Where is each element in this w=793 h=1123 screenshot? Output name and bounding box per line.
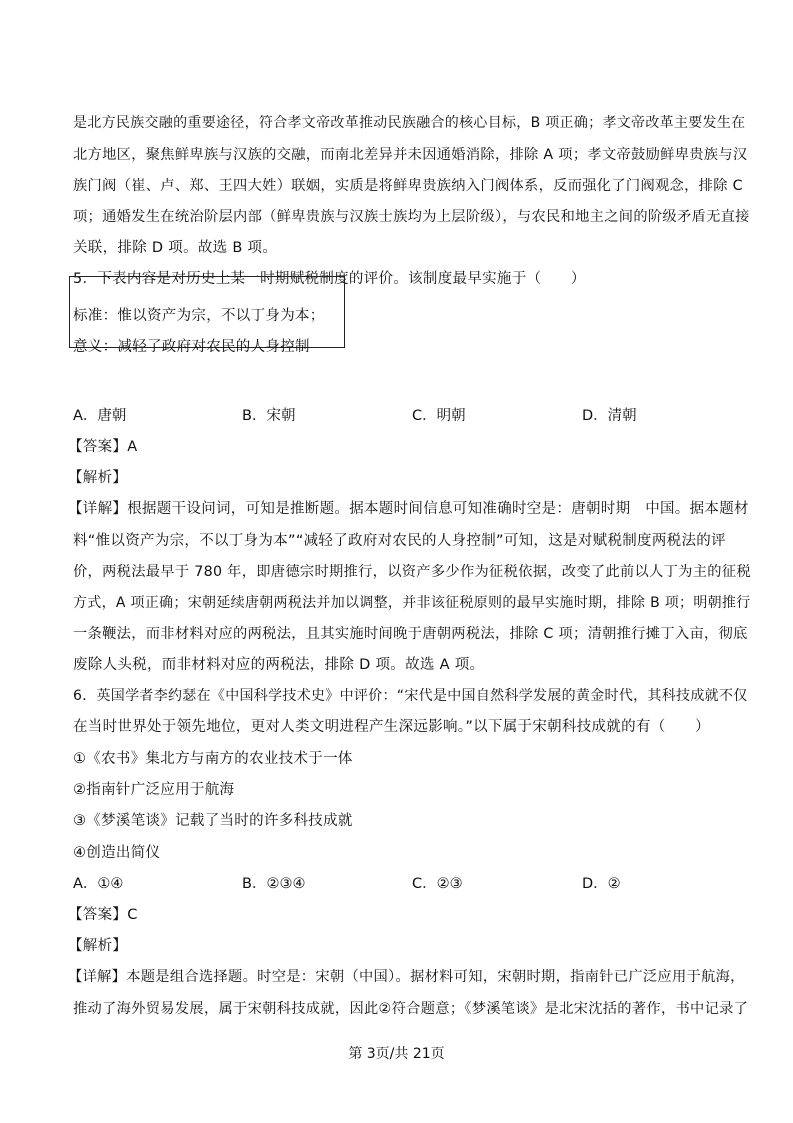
- analysis-label: 【解析】: [68, 938, 128, 954]
- answer-label: 【答案】A: [68, 439, 138, 455]
- detail-line: 【详解】根据题干设问词，可知是推断题。据本题时间信息可知准确时空是：唐朝时期 中国。据本题材: [68, 501, 749, 517]
- question-6-stem: 6．英国学者李约瑟在《中国科学技术史》中评价：“宋代是中国自然科学发展的黄金时代，其科技成就不仅: [73, 688, 748, 704]
- page-number: 第 3页/共 21页: [348, 1046, 445, 1062]
- text-line: 关联，排除 D 项。故选 B 项。: [73, 240, 278, 256]
- text-line: 项；通婚发生在统治阶层内部（鲜卑贵族与汉族士族均为上层阶级），与农民和地主之间的阶级矛盾无直接: [73, 209, 750, 225]
- option-d: D．清朝: [582, 408, 637, 424]
- option-a: A．唐朝: [73, 408, 127, 424]
- statement-2: ②指南针广泛应用于航海: [73, 782, 235, 798]
- option-b: B．宋朝: [242, 408, 296, 424]
- question-6-stem: 在当时世界处于领先地位，更对人类文明进程产生深远影响。”以下属于宋朝科技成就的有（ ）: [73, 719, 710, 735]
- option-c: C．②③: [412, 876, 463, 892]
- option-a: A．①④: [73, 876, 124, 892]
- analysis-label: 【解析】: [68, 470, 128, 486]
- table-row-significance: 意义：减轻了政府对农民的人身控制: [73, 339, 310, 355]
- detail-line: 方式，A 项正确；宋朝延续唐朝两税法并加以调整，并非该征税原则的最早实施时期，排除 B 项；明朝推行: [73, 595, 751, 611]
- detail-line: 【详解】本题是组合选择题。时空是：宋朝（中国）。据材料可知，宋朝时期，指南针已广泛应用于航海，: [68, 969, 745, 985]
- text-line: 北方地区，聚焦鲜卑族与汉族的交融，而南北差异并未因通婚消除，排除 A 项；孝文帝鼓励鲜卑贵族与汉: [73, 147, 748, 163]
- detail-line: 废除人头税，而非材料对应的两税法，排除 D 项。故选 A 项。: [73, 657, 485, 673]
- statement-3: ③《梦溪笔谈》记载了当时的许多科技成就: [73, 813, 353, 829]
- option-c: C．明朝: [412, 408, 466, 424]
- text-line: 族门阀（崔、卢、郑、王四大姓）联姻，实质是将鲜卑贵族纳入门阀体系，反而强化了门阀观念，排除 C: [73, 178, 743, 194]
- question-5-stem: 5．下表内容是对历史上某一时期赋税制度的评价。该制度最早实施于（ ）: [73, 271, 586, 287]
- option-d: D．②: [582, 876, 621, 892]
- text-line: 是北方民族交融的重要途径，符合孝文帝改革推动民族融合的核心目标，B 项正确；孝文帝改革主要发生在: [73, 115, 746, 131]
- statement-1: ①《农书》集北方与南方的农业技术于一体: [73, 751, 353, 767]
- statement-4: ④创造出简仪: [73, 845, 161, 861]
- detail-line: 价，两税法最早于 780 年，即唐德宗时期推行，以资产多少作为征税依据，改变了此前以人丁为主的征税: [73, 564, 751, 580]
- answer-label: 【答案】C: [68, 907, 138, 923]
- detail-line: 一条鞭法，而非材料对应的两税法，且其实施时间晚于唐朝两税法，排除 C 项；清朝推行摊丁入亩，彻底: [73, 626, 748, 642]
- detail-line: 料“惟以资产为宗，不以丁身为本”“减轻了政府对农民的人身控制”可知，这是对赋税制度两税法的评: [73, 533, 726, 549]
- detail-line: 推动了海外贸易发展，属于宋朝科技成就，因此②符合题意；《梦溪笔谈》是北宋沈括的著作，书中记录了: [73, 1001, 749, 1017]
- option-b: B．②③④: [242, 876, 306, 892]
- table-row-standard: 标准：惟以资产为宗，不以丁身为本；: [73, 308, 325, 324]
